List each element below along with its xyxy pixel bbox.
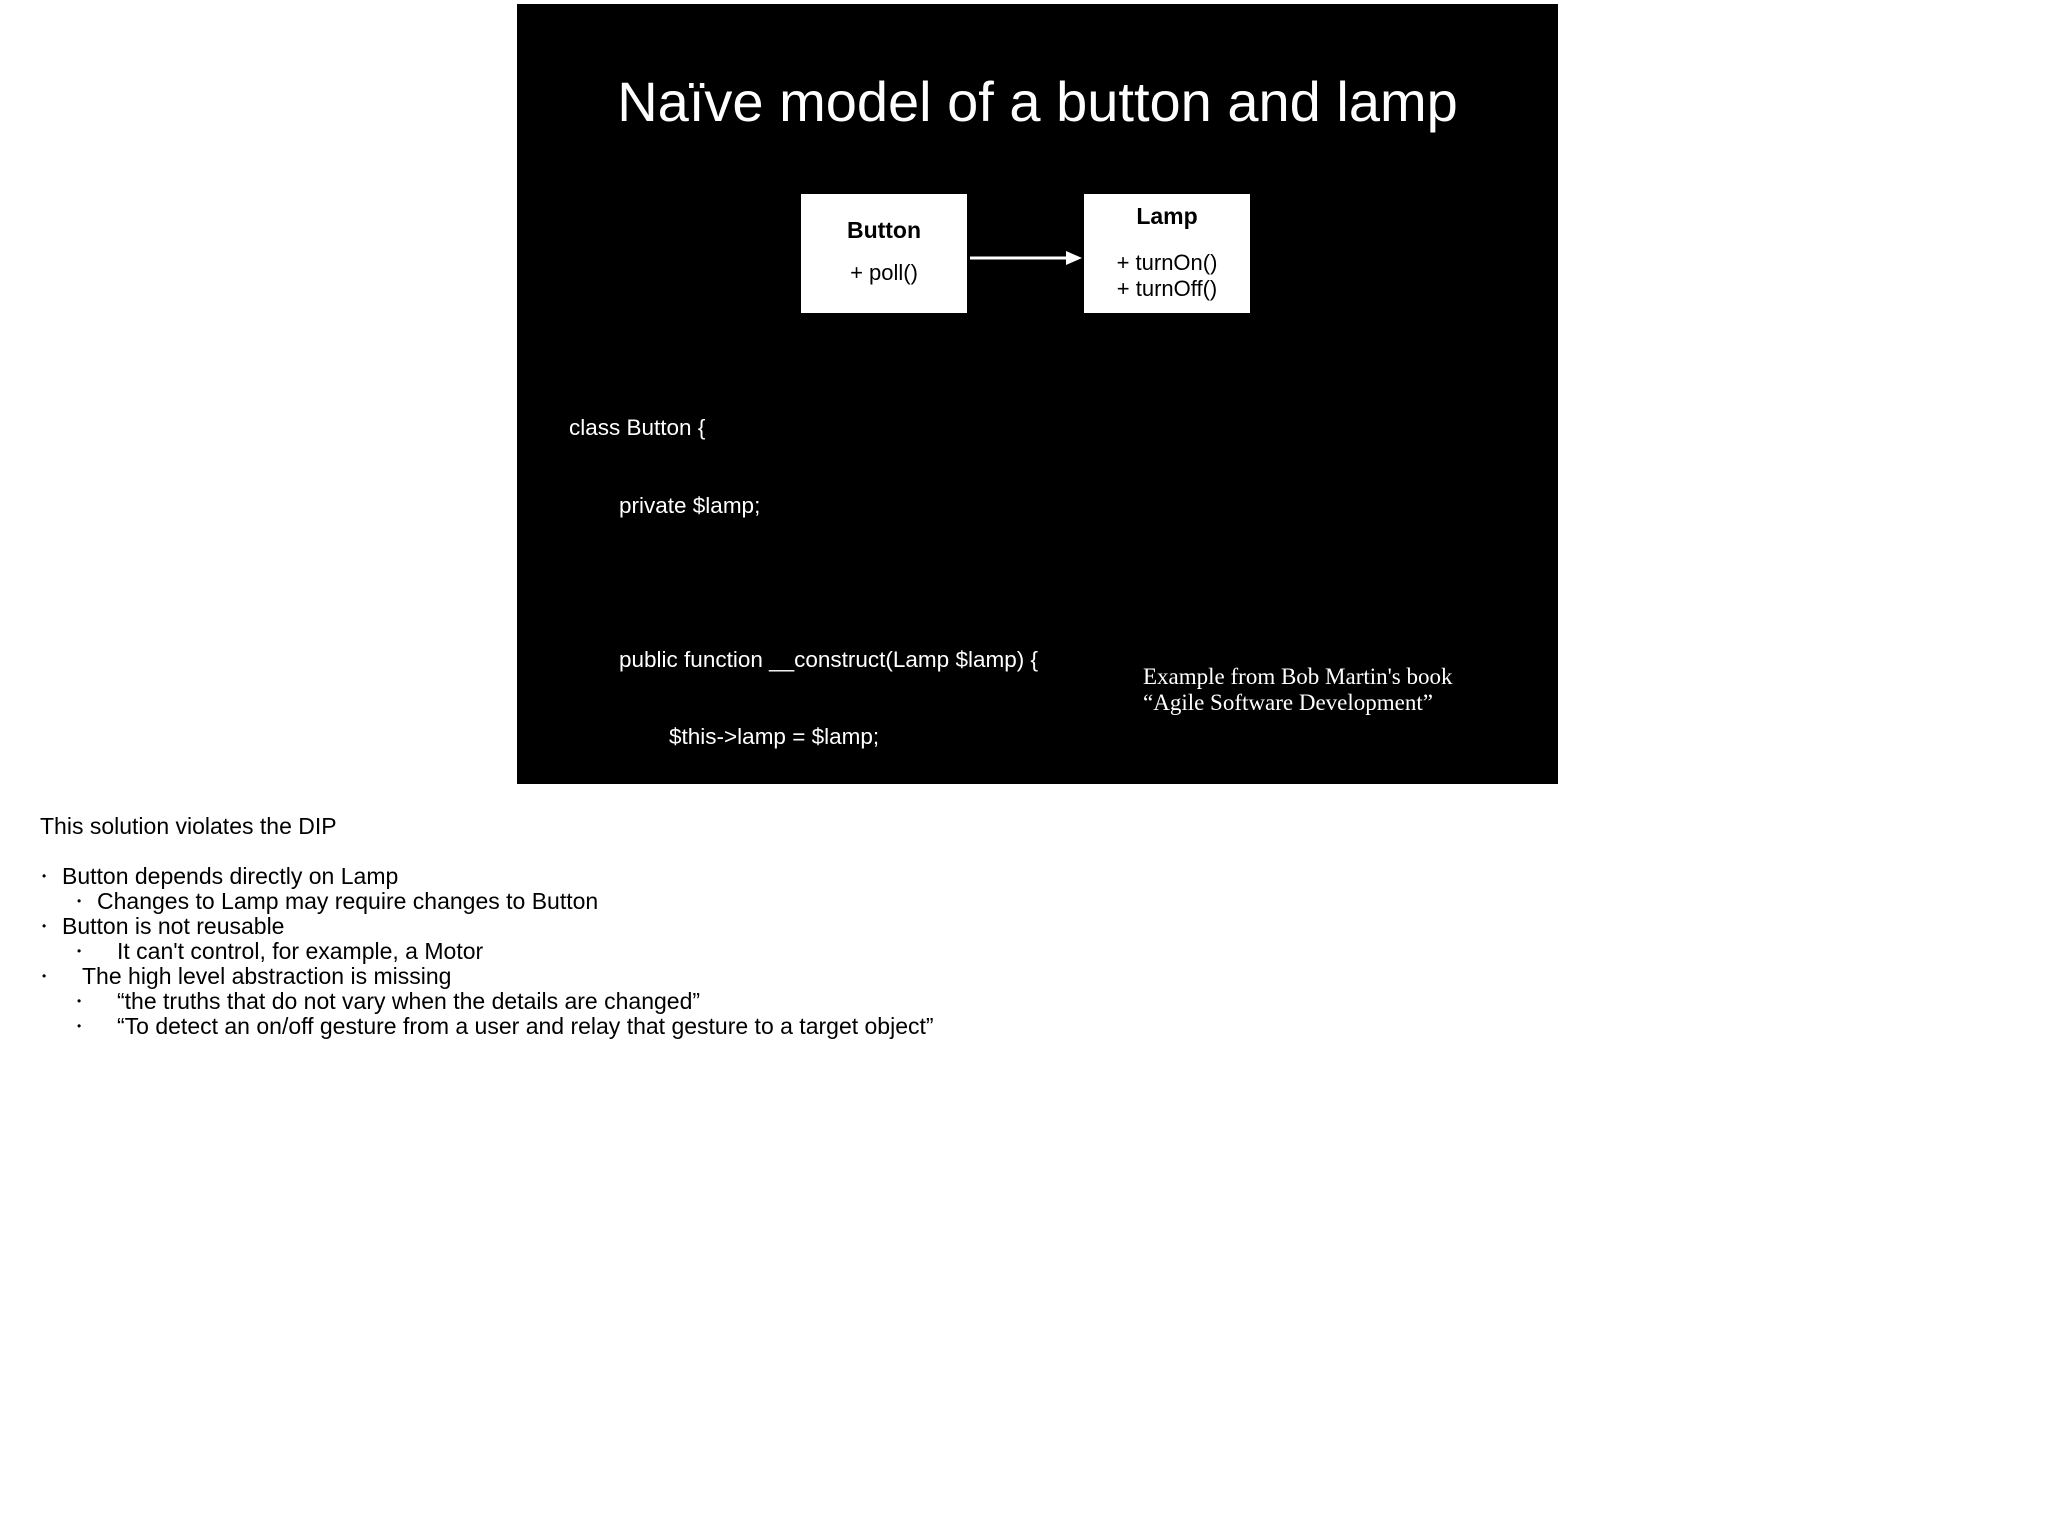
- lamp-class-name: Lamp: [1136, 203, 1198, 229]
- citation-line-2: “Agile Software Development”: [1143, 690, 1433, 715]
- code-line: $this->lamp = $lamp;: [569, 723, 880, 749]
- code-line: public function poll() {: [569, 955, 833, 981]
- code-line: }: [569, 1263, 627, 1289]
- bullet-text: Button depends directly on Lamp: [62, 863, 399, 889]
- code-line: if (/* some condition */) {: [569, 1032, 910, 1058]
- code-line: public function __construct(Lamp $lamp) {: [569, 646, 1038, 672]
- lamp-class-box: [1084, 194, 1250, 313]
- bullet-text: It can't control, for example, a Motor: [117, 938, 484, 964]
- bullet-text: Button is not reusable: [62, 913, 285, 939]
- code-line: [569, 570, 1038, 596]
- bullet-dot-icon: •: [42, 869, 47, 883]
- code-block: [569, 364, 1038, 1418]
- bullet-dot-icon: •: [42, 919, 47, 933]
- bullet-item: [40, 863, 399, 889]
- bullet-item: [40, 963, 452, 989]
- code-line: class Button {: [569, 415, 706, 441]
- bullet-item: [40, 888, 599, 914]
- bullet-text: The high level abstraction is missing: [82, 963, 452, 989]
- lamp-class-methods: [1084, 250, 1250, 302]
- bullet-text: Changes to Lamp may require changes to Button: [97, 888, 599, 914]
- lamp-method-turnon: + turnOn(): [1116, 250, 1218, 275]
- dependency-arrow: [970, 248, 1082, 268]
- code-line: $this->lamp->turnOn();: [569, 1109, 947, 1135]
- citation-line-1: Example from Bob Martin's book: [1143, 664, 1453, 689]
- bullet-dot-icon: •: [77, 1019, 82, 1033]
- button-class-name: Button: [846, 217, 922, 243]
- bullet-item: [40, 914, 337, 939]
- bullet-item: [40, 938, 484, 964]
- code-line: }: [569, 800, 627, 826]
- button-class-box: [801, 194, 967, 313]
- notes-heading: This solution violates the DIP: [40, 813, 337, 839]
- button-class-method: + poll(): [850, 260, 918, 285]
- bullet-text: “the truths that do not vary when the details are changed”: [117, 988, 701, 1014]
- code-line: [569, 878, 1038, 904]
- bullet-dot-icon: •: [42, 969, 47, 983]
- slide-title: Naïve model of a button and lamp: [617, 70, 1458, 133]
- code-line: }: [569, 1186, 677, 1212]
- lamp-method-turnoff: + turnOff(): [1116, 276, 1218, 301]
- code-line: private $lamp;: [569, 492, 761, 518]
- bullet-dot-icon: •: [77, 894, 82, 908]
- code-line: }: [569, 1340, 577, 1366]
- bullet-dot-icon: •: [77, 944, 82, 958]
- citation: [1143, 664, 1453, 716]
- bullet-text: “To detect an on/off gesture from a user and relay that gesture to a target object”: [117, 1013, 934, 1039]
- bullet-item: [40, 1013, 934, 1039]
- bullet-dot-icon: •: [77, 994, 82, 1008]
- bullet-item: [40, 988, 701, 1014]
